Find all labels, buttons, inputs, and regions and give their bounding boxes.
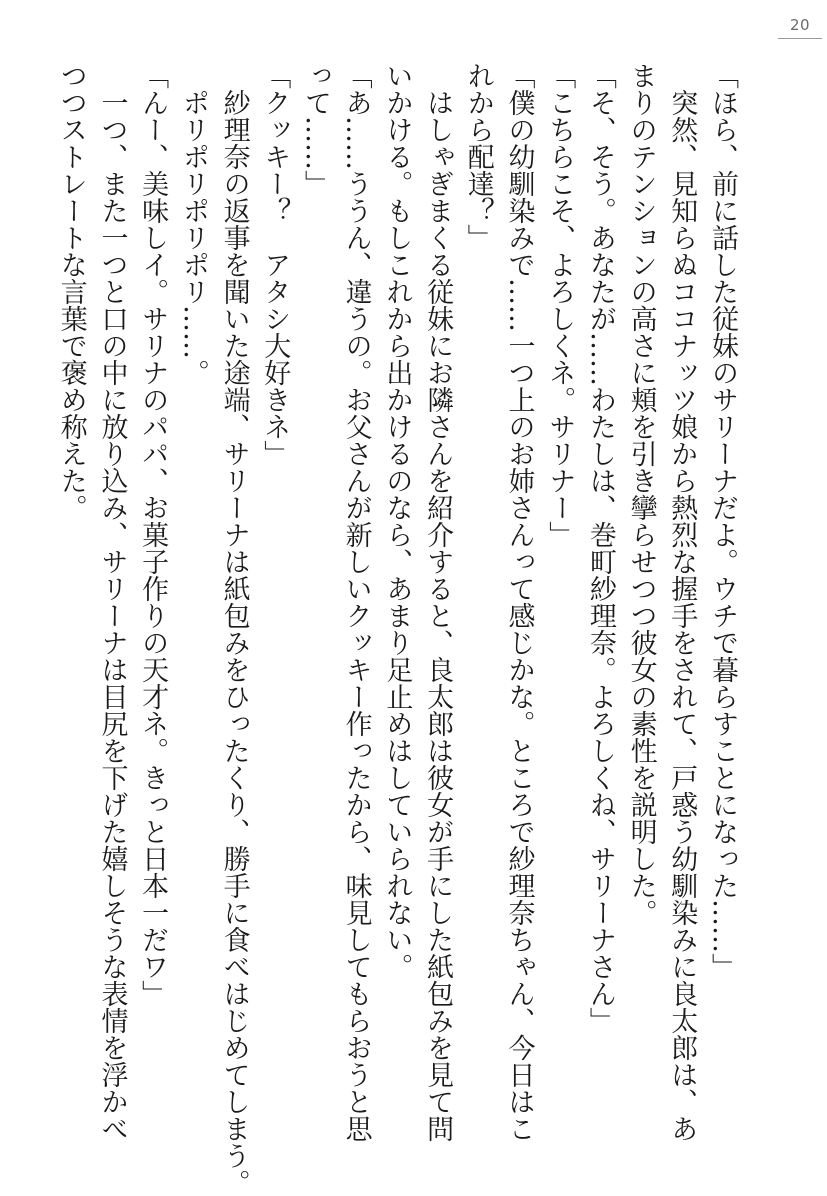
text-line: 「あ……ううん、違うの。お父さんが新しいクッキー作ったから、味見してもらおうと思 [340, 62, 372, 1142]
text-line: 紗理奈の返事を聞いた途端、サリーナは紙包みをひったくり、勝手に食べはじめてしまう。 [218, 62, 250, 1196]
text-line: 「ほら、前に話した従妹のサリーナだよ。ウチで暮らすことになった……」 [707, 62, 738, 980]
vertical-body-text [50, 62, 742, 1196]
text-line: つつストレートな言葉で褒め称えた。 [55, 62, 87, 521]
text-line: 「こちらこそ、よろしくネ。サリナー」 [544, 62, 576, 548]
page-number-rule [778, 38, 822, 39]
text-line: はしゃぎまくる従妹にお隣さんを紹介すると、良太郎は彼女が手にした紙包みを見て問 [422, 62, 454, 1142]
text-line: 「クッキー？ アタシ大好きネ」 [259, 62, 291, 467]
text-line: 一つ、また一つと口の中に放り込み、サリーナは目尻を下げた嬉しそうな表情を浮かべ [96, 62, 128, 1142]
text-line: 「そ、そう。あなたが……わたしは、巻町紗理奈。よろしくね、サリーナさん」 [584, 62, 616, 1034]
text-line: って……」 [299, 62, 331, 197]
text-line: 突然、見知らぬココナッツ娘から熱烈な握手をされて、戸惑う幼馴染みに良太郎は、あ [666, 62, 698, 1142]
text-line: れから配達？」 [462, 62, 494, 251]
text-line: 「僕の幼馴染みで……一つ上のお姉さんって感じかな。ところで紗理奈ちゃん、今日はこ [503, 62, 535, 1142]
text-line: まりのテンションの高さに頬を引き攣らせつつ彼女の素性を説明した。 [625, 62, 657, 926]
page-number: 20 [789, 16, 811, 34]
text-line: いかける。もしこれから出かけるのなら、あまり足止めはしていられない。 [381, 62, 413, 980]
text-line: ポリポリポリポリ……。 [177, 62, 209, 386]
text-line: 「んー、美味しイ。サリナのパパ、お菓子作りの天才ネ。きっと日本一だワ」 [137, 62, 169, 1007]
